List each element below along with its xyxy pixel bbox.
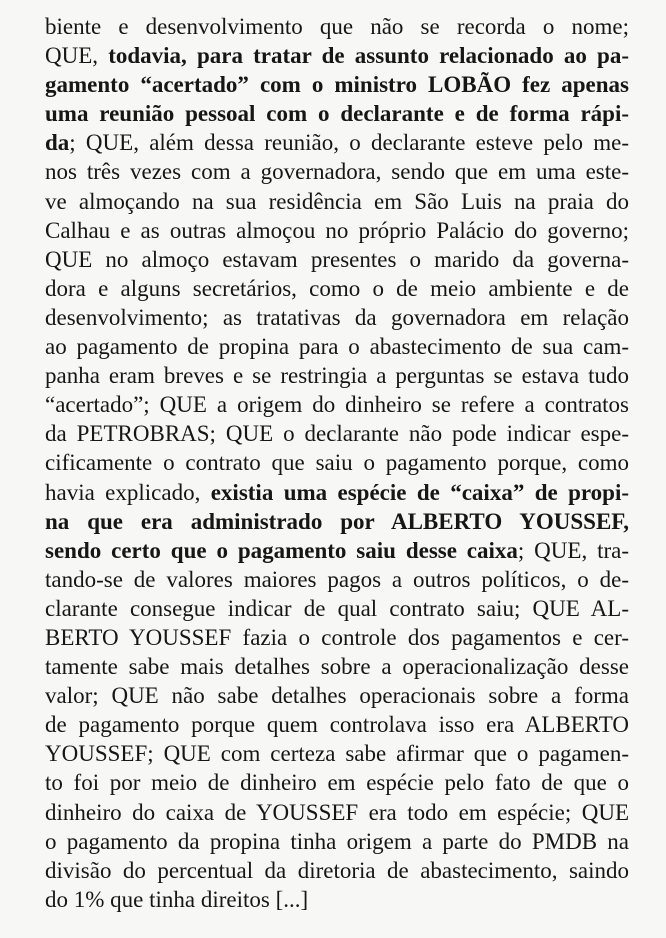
- text-line: [45, 187, 629, 216]
- text-line: [45, 332, 629, 361]
- text-line: [45, 12, 629, 41]
- text-segment: ve almoçando na sua residência em São Luis na praia do: [45, 188, 629, 214]
- text-line: [45, 536, 629, 565]
- bold-text-segment: todavia, para tratar de assunto relacionado ao pa-: [108, 43, 629, 69]
- text-segment: tamente sabe mais detalhes sobre a operacionalização desse: [45, 654, 629, 680]
- text-segment: de pagamento porque quem controlava isso era ALBERTO: [45, 712, 629, 738]
- text-segment: ; QUE, tra-: [517, 537, 629, 563]
- text-line: [45, 623, 629, 652]
- text-segment: QUE no almoço estavam presentes o marido da governa-: [45, 246, 629, 272]
- text-line: [45, 448, 629, 477]
- text-segment: “acertado”; QUE a origem do dinheiro se refere a contratos: [45, 392, 629, 418]
- text-line: [45, 856, 629, 885]
- text-line: [45, 739, 629, 768]
- text-segment: desenvolvimento; as tratativas da governadora em relação: [45, 304, 629, 330]
- text-segment: ao pagamento de propina para o abastecimento de sua cam-: [45, 334, 629, 360]
- text-line: [45, 798, 629, 827]
- text-line: [45, 361, 629, 390]
- text-segment: BERTO YOUSSEF fazia o controle dos pagamentos e cer-: [45, 624, 629, 650]
- text-segment: clarante consegue indicar de qual contrato saiu; QUE AL-: [45, 595, 629, 621]
- text-line: [45, 303, 629, 332]
- text-segment: ; QUE, além dessa reunião, o declarante esteve pelo me-: [69, 130, 629, 156]
- text-segment: dora e alguns secretários, como o de meio ambiente e de: [45, 275, 629, 301]
- text-line: [45, 594, 629, 623]
- text-segment: havia explicado,: [45, 479, 211, 505]
- bold-text-segment: existia uma espécie de “caixa” de propi-: [210, 479, 629, 505]
- bold-text-segment: gamento “acertado” com o ministro LOBÃO fez apenas: [45, 72, 629, 98]
- text-line: [45, 885, 629, 914]
- text-segment: nos três vezes com a governadora, sendo que em uma este-: [45, 159, 629, 185]
- text-segment: divisão do percentual da diretoria de abastecimento, saindo: [45, 857, 629, 883]
- text-line: [45, 99, 629, 128]
- text-line: [45, 274, 629, 303]
- text-line: [45, 245, 629, 274]
- text-line: [45, 128, 629, 157]
- text-line: [45, 70, 629, 99]
- text-line: [45, 565, 629, 594]
- text-segment: Calhau e as outras almoçou no próprio Palácio do governo;: [45, 217, 629, 243]
- text-line: [45, 768, 629, 797]
- text-segment: dinheiro do caixa de YOUSSEF era todo em espécie; QUE: [45, 799, 629, 825]
- text-segment: do 1% que tinha direitos [...]: [45, 886, 309, 912]
- text-line: [45, 390, 629, 419]
- document-body: [45, 12, 629, 914]
- text-line: [45, 681, 629, 710]
- text-segment: biente e desenvolvimento que não se recorda o nome;: [45, 14, 629, 39]
- text-line: [45, 710, 629, 739]
- text-segment: o pagamento da propina tinha origem a parte do PMDB na: [45, 828, 629, 854]
- text-segment: tando-se de valores maiores pagos a outros políticos, o de-: [45, 566, 629, 592]
- text-line: [45, 507, 629, 536]
- bold-text-segment: uma reunião pessoal com o declarante e de forma rápi-: [45, 101, 629, 127]
- text-line: [45, 41, 629, 70]
- text-segment: valor; QUE não sabe detalhes operacionais sobre a forma: [45, 683, 629, 709]
- text-segment: cificamente o contrato que saiu o pagamento porque, como: [45, 450, 629, 476]
- bold-text-segment: na que era administrado por ALBERTO YOUSSEF,: [45, 508, 629, 534]
- text-line: [45, 827, 629, 856]
- text-line: [45, 652, 629, 681]
- text-line: [45, 157, 629, 186]
- bold-text-segment: sendo certo que o pagamento saiu desse caixa: [45, 537, 518, 563]
- bold-text-segment: da: [45, 130, 70, 156]
- text-line: [45, 478, 629, 507]
- text-segment: YOUSSEF; QUE com certeza sabe afirmar que o pagamen-: [45, 741, 629, 767]
- text-segment: da PETROBRAS; QUE o declarante não pode indicar espe-: [45, 421, 629, 447]
- text-line: [45, 216, 629, 245]
- text-segment: to foi por meio de dinheiro em espécie pelo fato de que o: [45, 770, 629, 796]
- text-segment: panha eram breves e se restringia a perguntas se estava tudo: [45, 363, 629, 389]
- text-line: [45, 419, 629, 448]
- text-segment: QUE,: [45, 43, 109, 69]
